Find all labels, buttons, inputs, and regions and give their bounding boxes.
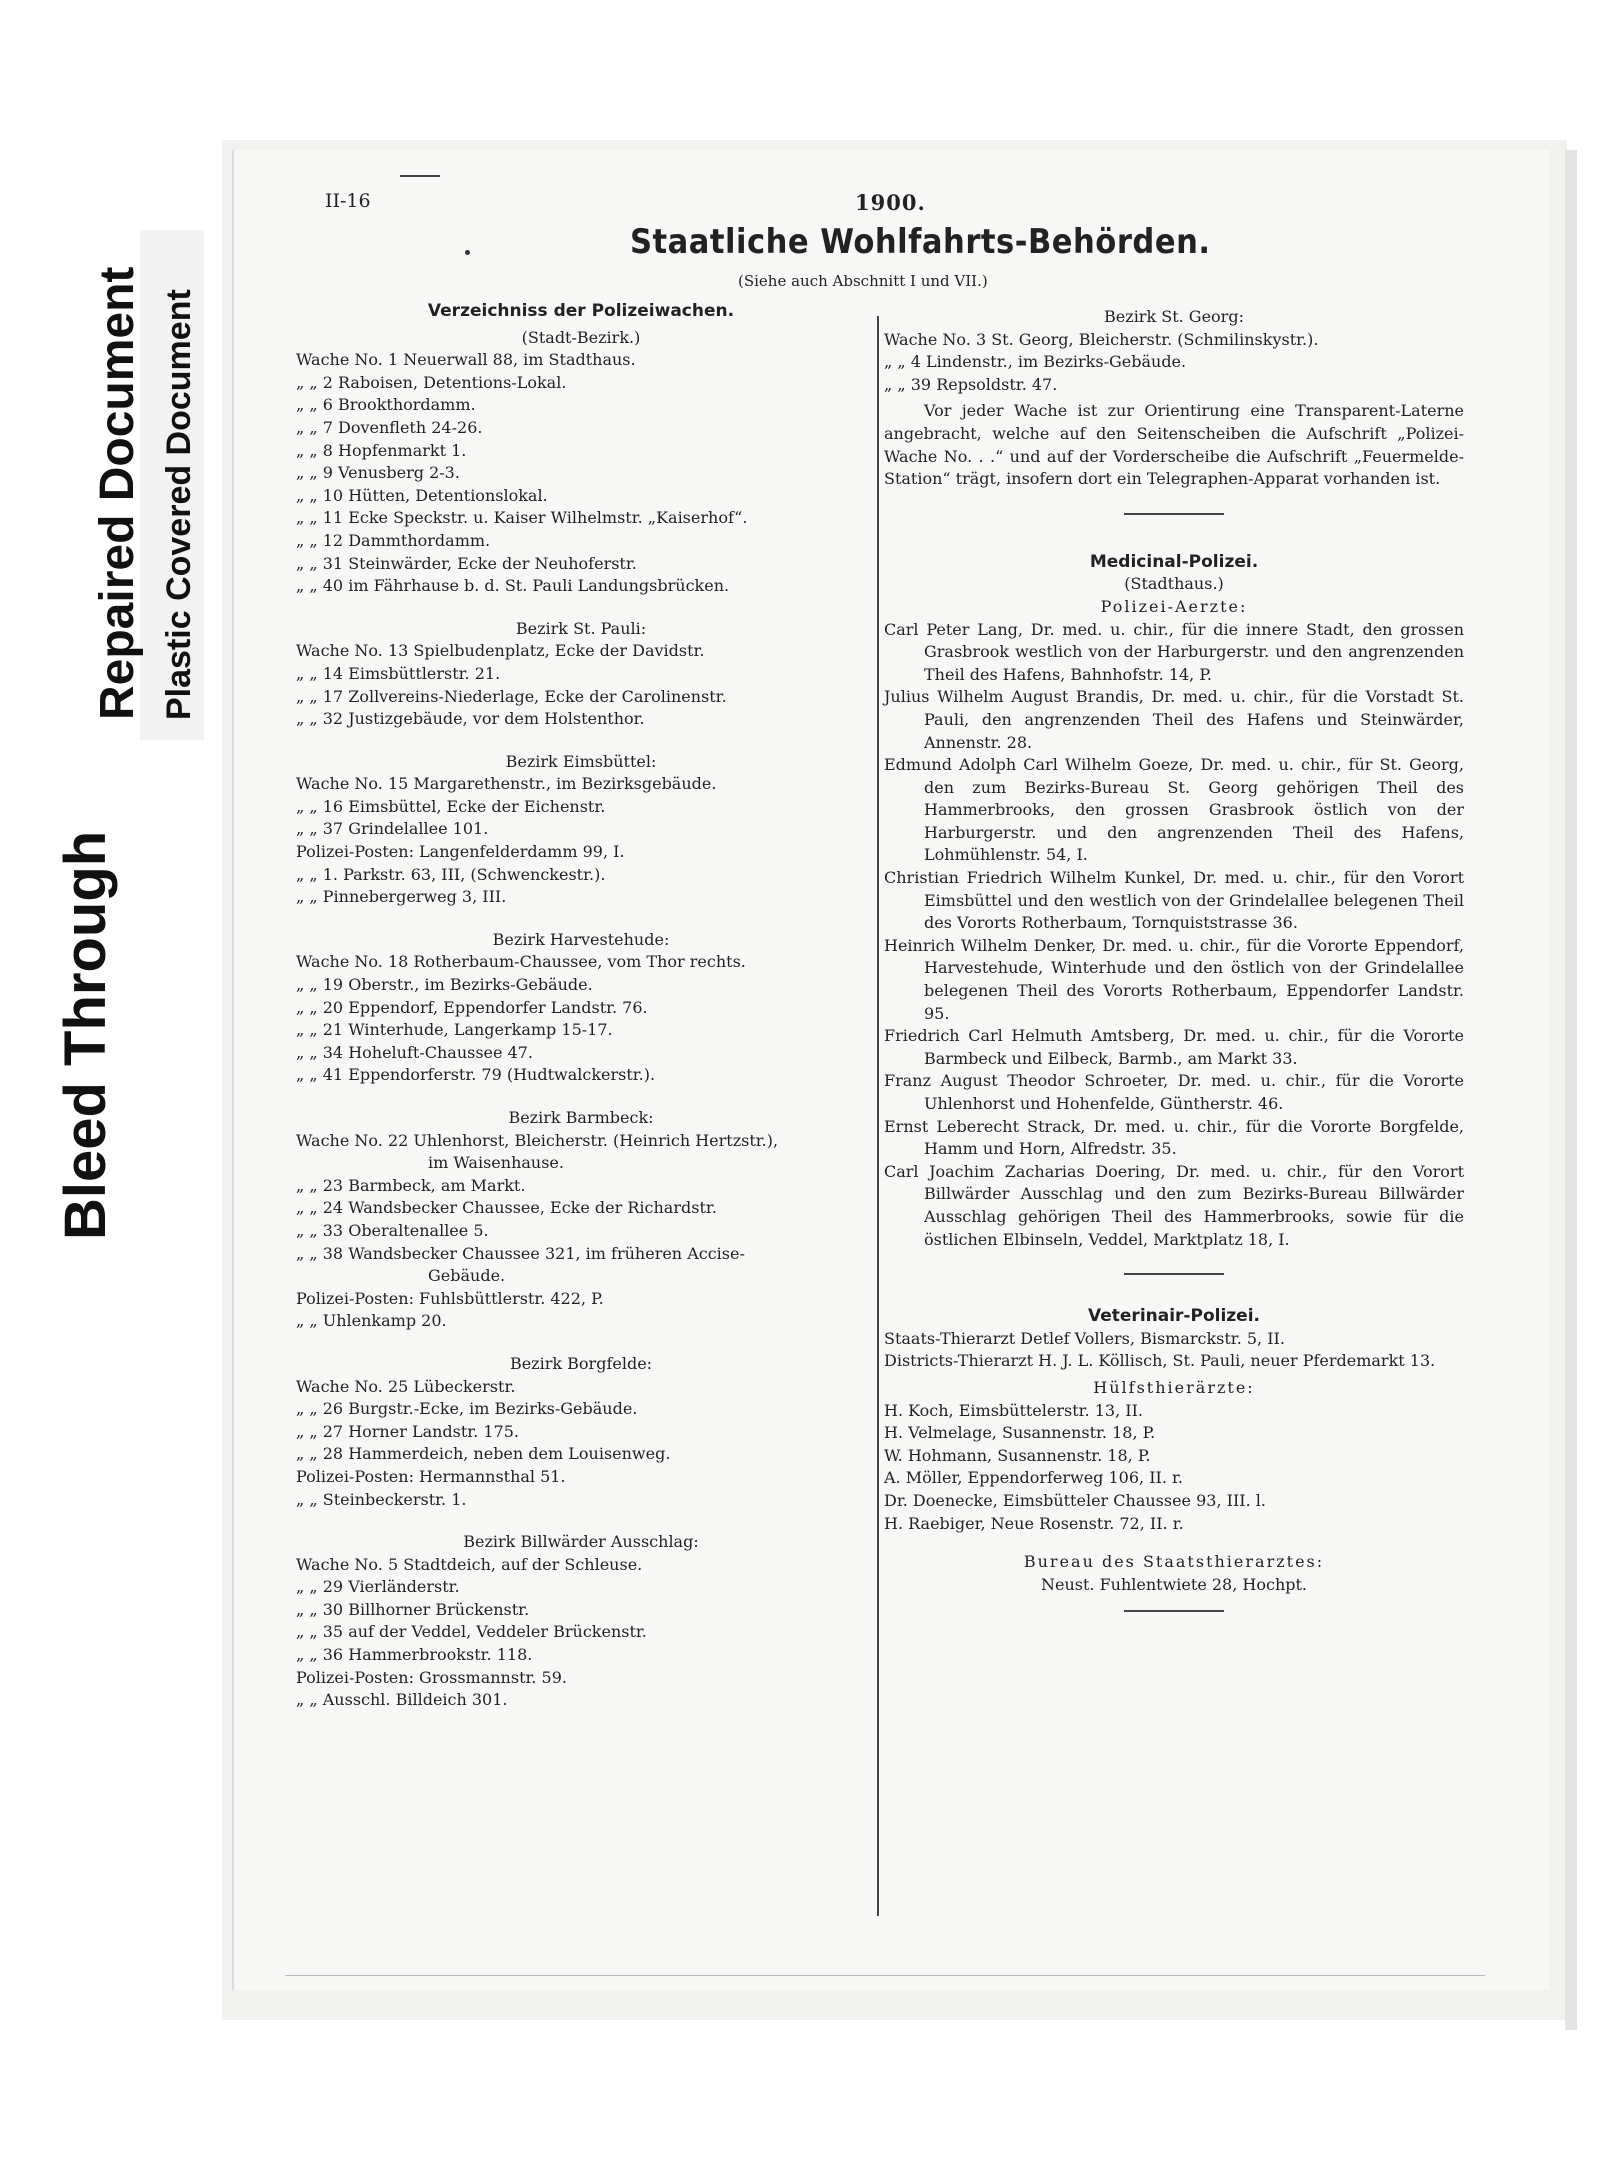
list-barm (296, 1130, 866, 1333)
list-item: Dr. Doenecke, Eimsbütteler Chaussee 93, III. l. (884, 1490, 1266, 1510)
list-borg (296, 1376, 866, 1512)
list-item: „ „ 39 Repsoldstr. 47. (884, 374, 1058, 394)
list-item: Polizei-Posten: Grossmannstr. 59. (296, 1667, 567, 1687)
list-stadt (296, 349, 866, 598)
list-item: H. Velmelage, Susannenstr. 18, P. (884, 1423, 1156, 1443)
list-aerzte (884, 619, 1464, 1252)
list-item: „ „ 8 Hopfenmarkt 1. (296, 440, 467, 460)
section-label: (Stadt-Bezirk.) (521, 327, 641, 347)
scan-side-labels (20, 230, 210, 1240)
list-item: „ „ 19 Oberstr., im Bezirks-Gebäude. (296, 975, 593, 995)
list-item: „ „ 14 Eimsbüttlerstr. 21. (296, 663, 501, 683)
page-edge (1565, 150, 1577, 2030)
right-column (884, 306, 1464, 1622)
list-item: Wache No. 5 Stadtdeich, auf der Schleuse. (296, 1554, 643, 1574)
section-label: Bezirk St. Pauli: (515, 618, 647, 638)
section-label: Bezirk Barmbeck: (508, 1108, 654, 1127)
section-label: Bezirk Billwärder Ausschlag: (463, 1532, 699, 1552)
list-item: Wache No. 1 Neuerwall 88, im Stadthaus. (296, 350, 636, 370)
list-item: „ „ 40 im Fährhause b. d. St. Pauli Landungsbrücken. (296, 576, 730, 596)
list-item: „ „ 11 Ecke Speckstr. u. Kaiser Wilhelmstr. „Kaiserhof“. (296, 508, 748, 528)
list-entry: Carl Peter Lang, Dr. med. u. chir., für die innere Stadt, den grossen Grasbrook westlich von der Harburgerstr. und den angrenzenden Theil des Hafens, Bahnhofstr. 14, P. (884, 619, 1464, 684)
list-item: „ „ 26 Burgstr.-Ecke, im Bezirks-Gebäude. (296, 1399, 638, 1419)
top-mark (400, 175, 440, 177)
list-item: Wache No. 22 Uhlenhorst, Bleicherstr. (Heinrich Hertzstr.), (296, 1130, 779, 1150)
list-item: „ „ 27 Horner Landstr. 175. (296, 1421, 519, 1441)
divider-rule (1124, 1273, 1224, 1275)
list-entry: Ernst Leberecht Strack, Dr. med. u. chir., für die Vororte Borgfelde, Hamm und Horn, Alfredstr. 35. (884, 1116, 1464, 1159)
list-item: „ „ 9 Venusberg 2-3. (296, 463, 460, 483)
list-entry: Staats-Thierarzt Detlef Vollers, Bismarckstr. 5, II. (884, 1328, 1285, 1348)
medicinal-sub: (Stadthaus.) (1124, 574, 1224, 594)
list-item: H. Koch, Eimsbüttelerstr. 13, II. (884, 1400, 1143, 1420)
list-entry: Districts-Thierarzt H. J. L. Köllisch, St. Pauli, neuer Pferdemarkt 13. (884, 1351, 1436, 1371)
section-label: Bezirk Harvestehude: (492, 929, 670, 949)
list-harv (296, 951, 866, 1087)
list-item: „ „ 4 Lindenstr., im Bezirks-Gebäude. (884, 352, 1187, 372)
list-entry: Edmund Adolph Carl Wilhelm Goeze, Dr. med. u. chir., für St. Georg, den zum Bezirks-Bureau St. Georg gehörigen Theil des Hammerbrooks, den grossen Grasbrook östlich von der Harburgerstr. und den angrenzenden Theil des Hafens, Lohmühlenstr. 54, I. (884, 755, 1464, 865)
list-item: H. Raebiger, Neue Rosenstr. 72, II. r. (884, 1513, 1184, 1533)
bleed-through-label: Bleed Through (53, 830, 118, 1240)
list-entry: Friedrich Carl Helmuth Amtsberg, Dr. med. u. chir., für die Vororte Barmbeck und Eilbeck, Barmb., am Markt 33. (884, 1026, 1464, 1068)
list-entry: Julius Wilhelm August Brandis, Dr. med. u. chir., für die Vorstadt St. Pauli, den angrenzenden Theil des Hafens und Steinwärder, Annenstr. 28. (884, 687, 1464, 752)
polizei-aerzte-label: Polizei-Aerzte: (1100, 596, 1248, 616)
list-item: „ „ 21 Winterhude, Langerkamp 15-17. (296, 1020, 613, 1040)
list-item: „ „ Steinbeckerstr. 1. (296, 1489, 467, 1509)
list-item: Wache No. 18 Rotherbaum-Chaussee, vom Thor rechts. (296, 952, 746, 972)
list-hilfs (884, 1400, 1464, 1536)
list-item: W. Hohmann, Susannenstr. 18, P. (884, 1445, 1151, 1465)
list-item: „ „ 31 Steinwärder, Ecke der Neuhoferstr. (296, 553, 637, 573)
list-item: „ „ 6 Brookthordamm. (296, 395, 476, 415)
list-item: „ „ 10 Hütten, Detentionslokal. (296, 485, 548, 505)
page-title: Staatliche Wohlfahrts-Behörden. (630, 222, 1211, 262)
list-item: „ „ 41 Eppendorferstr. 79 (Hudtwalckerstr.). (296, 1065, 656, 1085)
divider-rule (1124, 513, 1224, 515)
list-item: „ „ 38 Wandsbecker Chaussee 321, im früheren Accise- (296, 1243, 745, 1263)
bureau-address: Neust. Fuhlentwiete 28, Hochpt. (1040, 1574, 1308, 1594)
list-item: „ „ 24 Wandsbecker Chaussee, Ecke der Richardstr. (296, 1198, 717, 1218)
list-item: Wache No. 3 St. Georg, Bleicherstr. (Schmilinskystr.). (884, 329, 1319, 349)
list-item: „ „ 7 Dovenfleth 24-26. (296, 417, 483, 437)
list-eims (296, 773, 866, 909)
divider-rule (1124, 1610, 1224, 1612)
list-item: „ „ Ausschl. Billdeich 301. (296, 1690, 508, 1710)
list-item: „ „ 36 Hammerbrookstr. 118. (296, 1645, 533, 1665)
list-item: Gebäude. (428, 1266, 506, 1286)
medicinal-heading: Medicinal-Polizei. (1089, 551, 1259, 572)
veterinair-heading: Veterinair-Polizei. (1088, 1306, 1260, 1327)
section-label: Bezirk St. Georg: (1104, 307, 1244, 326)
lantern-note: Vor jeder Wache ist zur Orientirung eine Transparent-Laterne angebracht, welche auf den Seitenscheiben die Aufschrift „Polizei-Wache No. . .“ und auf der Vorderscheibe die Aufschrift „Feuermelde-Station“ trägt, insofern dort ein Telegraphen-Apparat vorhanden ist. (884, 401, 1464, 489)
list-item: Polizei-Posten: Langenfelderdamm 99, I. (296, 842, 625, 862)
list-item: „ „ 34 Hoheluft-Chaussee 47. (296, 1042, 534, 1062)
list-item: Wache No. 13 Spielbudenplatz, Ecke der Davidstr. (296, 641, 705, 661)
list-item: Wache No. 15 Margarethenstr., im Bezirksgebäude. (296, 774, 717, 794)
list-entry: Heinrich Wilhelm Denker, Dr. med. u. chir., für die Vororte Eppendorf, Harvestehude, Winterhude und den östlich von der Grindelallee belegenen Theil des Vororts Rotherbaum, Eppendorfer Landstr. 95. (884, 935, 1464, 1023)
year: 1900. (855, 190, 926, 215)
list-item: „ „ 33 Oberaltenallee 5. (296, 1220, 489, 1240)
list-item: „ „ 20 Eppendorf, Eppendorfer Landstr. 76. (296, 997, 648, 1017)
section-label: Bezirk Eimsbüttel: (505, 751, 657, 771)
list-item: „ „ Pinnebergerweg 3, III. (296, 887, 507, 907)
bureau-label: Bureau des Staatsthierarztes: (1023, 1552, 1325, 1572)
list-item: „ „ 1. Parkstr. 63, III, (Schwenckestr.). (296, 864, 606, 884)
plastic-covered-label: Plastic Covered Document (160, 289, 198, 720)
list-item: Polizei-Posten: Hermannsthal 51. (296, 1466, 566, 1486)
list-bill (296, 1554, 866, 1712)
list-pauli (296, 640, 866, 730)
list-item: „ „ 28 Hammerdeich, neben dem Louisenweg. (296, 1444, 671, 1464)
list-item: „ „ 23 Barmbeck, am Markt. (296, 1175, 526, 1195)
list-georg (884, 329, 1464, 397)
list-item: „ „ 29 Vierländerstr. (296, 1577, 460, 1597)
page-number: II-16 (325, 190, 371, 212)
list-item: „ „ 32 Justizgebäude, vor dem Holstenthor. (296, 709, 645, 729)
hilfsthieraerzte-label: Hülfsthierärzte: (1093, 1377, 1255, 1397)
list-item: „ „ 37 Grindelallee 101. (296, 819, 489, 839)
repaired-document-label: Repaired Document (91, 266, 144, 720)
list-item: „ „ Uhlenkamp 20. (296, 1311, 447, 1331)
list-item: „ „ 16 Eimsbüttel, Ecke der Eichenstr. (296, 796, 606, 816)
list-entry: Franz August Theodor Schroeter, Dr. med. u. chir., für die Vororte Uhlenhorst und Hohenfelde, Güntherstr. 46. (884, 1071, 1464, 1113)
list-item: „ „ 35 auf der Veddel, Veddeler Brückenstr. (296, 1622, 647, 1642)
list-item: im Waisenhause. (428, 1153, 564, 1173)
section-label: Bezirk Borgfelde: (509, 1353, 653, 1373)
list-item: Wache No. 25 Lübeckerstr. (296, 1376, 516, 1396)
list-item: Polizei-Posten: Fuhlsbüttlerstr. 422, P. (296, 1288, 604, 1308)
polizeiwachen-heading: Verzeichniss der Polizeiwachen. (427, 301, 735, 321)
page-subtitle: (Siehe auch Abschnitt I und VII.) (738, 272, 988, 290)
list-item: „ „ 30 Billhorner Brückenstr. (296, 1599, 530, 1619)
list-item: A. Möller, Eppendorferweg 106, II. r. (884, 1468, 1183, 1488)
list-item: „ „ 17 Zollvereins-Niederlage, Ecke der Carolinenstr. (296, 686, 727, 706)
list-vet (884, 1328, 1464, 1373)
list-item: „ „ 12 Dammthordamm. (296, 530, 491, 550)
dot-mark (465, 250, 470, 255)
left-column (296, 300, 866, 1712)
list-item: „ „ 2 Raboisen, Detentions-Lokal. (296, 372, 567, 392)
column-divider (877, 316, 879, 1916)
bottom-line (285, 1975, 1485, 1976)
list-entry: Christian Friedrich Wilhelm Kunkel, Dr. med. u. chir., für den Vorort Eimsbüttel und den westlich von der Grindelallee belegenen Theil des Vororts Rotherbaum, Tornquiststrasse 36. (884, 868, 1464, 933)
list-entry: Carl Joachim Zacharias Doering, Dr. med. u. chir., für den Vorort Billwärder Ausschlag und den zum Bezirks-Bureau Billwärder Ausschlag gehörigen Theil des Hammerbrooks, sowie für die östlichen Elbinseln, Veddel, Marktplatz 18, I. (884, 1161, 1464, 1249)
